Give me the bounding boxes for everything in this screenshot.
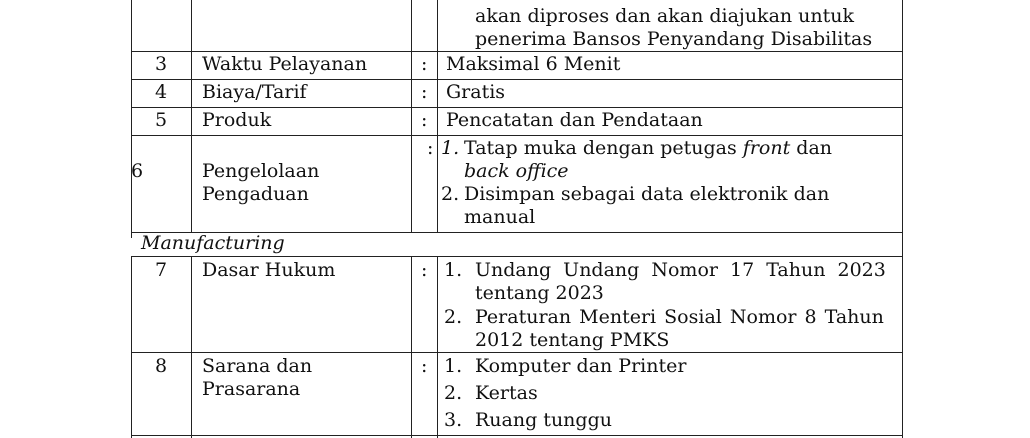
row-label: Biaya/Tarif xyxy=(202,81,307,103)
row-number: 8 xyxy=(155,355,168,377)
cell-text: akan diproses dan akan diajukan untuk xyxy=(475,5,855,27)
list-item-continuation: tentang 2023 xyxy=(475,282,604,304)
column-divider-sep xyxy=(437,0,438,232)
list-item-text: dan xyxy=(796,137,833,159)
row-value: Gratis xyxy=(446,81,506,103)
row-divider xyxy=(131,107,903,108)
row-divider xyxy=(131,51,903,52)
list-number: 2. xyxy=(444,382,463,404)
list-item: Kertas xyxy=(475,382,538,404)
list-item xyxy=(475,259,900,282)
column-divider-label-lower xyxy=(411,256,412,438)
list-item-continuation: manual xyxy=(464,206,536,228)
row-value: Maksimal 6 Menit xyxy=(446,53,621,75)
list-number: 2. xyxy=(444,306,463,328)
table-border-left xyxy=(131,0,132,238)
column-divider-label xyxy=(411,0,412,232)
row-label: Waktu Pelayanan xyxy=(202,53,368,75)
list-item: Ruang tunggu xyxy=(475,409,612,431)
row-divider xyxy=(131,79,903,80)
row-separator: : xyxy=(421,109,428,131)
list-item-continuation: back office xyxy=(464,160,569,182)
list-number: 3. xyxy=(444,409,463,431)
section-title: Manufacturing xyxy=(141,232,285,254)
row-separator: : xyxy=(427,137,434,159)
row-separator: : xyxy=(421,259,428,281)
row-number: 3 xyxy=(155,53,168,75)
list-number: 1. xyxy=(444,355,463,377)
list-number: 1. xyxy=(441,137,460,159)
row-label: Sarana dan xyxy=(202,355,313,377)
row-number: 5 xyxy=(155,109,168,131)
row-number: 4 xyxy=(155,81,168,103)
row-divider xyxy=(131,135,903,136)
column-divider-no-lower xyxy=(191,256,192,438)
list-item-text: Peraturan Menteri Sosial Nomor 8 Tahun xyxy=(475,306,884,328)
list-item-text: Tatap muka dengan petugas xyxy=(464,137,737,159)
list-number: 1. xyxy=(444,259,463,281)
row-label: Prasarana xyxy=(202,378,301,400)
row-separator: : xyxy=(421,53,428,75)
column-divider-sep-lower xyxy=(437,256,438,438)
table-border-left-lower xyxy=(131,256,132,438)
list-item-continuation: 2012 tentang PMKS xyxy=(475,329,670,351)
cell-text: penerima Bansos Penyandang Disabilitas xyxy=(475,28,873,50)
row-value: Pencatatan dan Pendataan xyxy=(446,109,703,131)
list-item: Disimpan sebagai data elektronik dan xyxy=(464,183,830,205)
column-divider-no xyxy=(191,0,192,232)
row-label: Pengelolaan xyxy=(202,160,320,182)
row-separator: : xyxy=(421,81,428,103)
row-divider xyxy=(131,435,903,436)
row-separator: : xyxy=(421,355,428,377)
list-item xyxy=(464,137,832,160)
row-label: Produk xyxy=(202,109,272,131)
list-item xyxy=(475,306,900,329)
row-label: Dasar Hukum xyxy=(202,259,336,281)
row-number: 6 xyxy=(131,160,144,182)
list-item: Komputer dan Printer xyxy=(475,355,687,377)
table-border-right xyxy=(902,0,903,438)
row-divider xyxy=(131,352,903,353)
list-number: 2. xyxy=(441,183,460,205)
list-item-italic: front xyxy=(742,137,791,159)
list-item-text: Undang Undang Nomor 17 Tahun 2023 xyxy=(475,259,886,281)
row-number: 7 xyxy=(155,259,168,281)
row-label: Pengaduan xyxy=(202,183,309,205)
row-divider xyxy=(131,256,903,257)
